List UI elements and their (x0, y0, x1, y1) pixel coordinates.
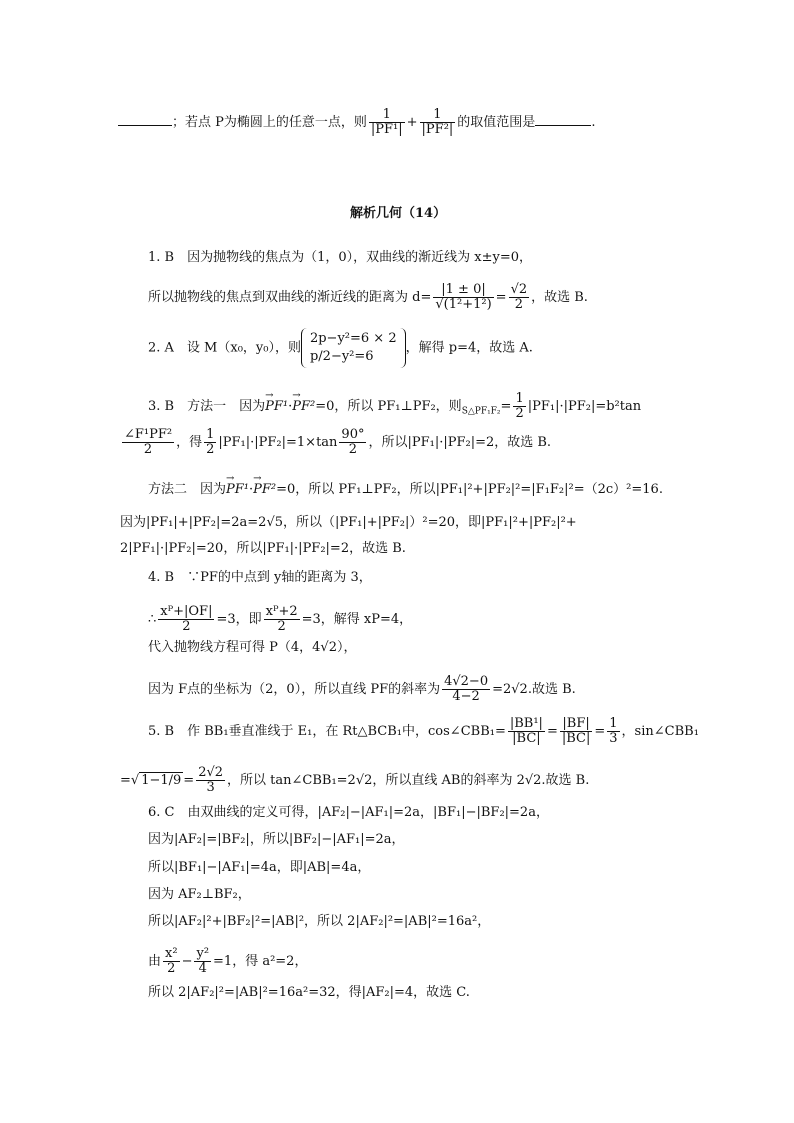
q5-line1: 5. B 作 BB₁垂直准线于 E₁，在 Rt△BCB₁中，cos∠CBB₁= $\frac{\text{|BB¹|}}{|BC|}$ = $\frac{|BF|}{|BC|}$ = $\frac{1}{3}$ ，sin∠CBB₁ (148, 716, 699, 746)
fraction: $\frac{1}{2}$ (206, 427, 215, 457)
q6-line6: 由 $\frac{\text{x²}}{2}$ − $\frac{\text{y²}}{4}$ =1，得 a²=2， (148, 946, 308, 976)
q6-line5: 所以|AF₂|²+|BF₂|²=|AB|²，所以 2|AF₂|²=|AB|²=16a²， (148, 914, 491, 929)
q6-line4: 因为 AF₂⊥BF₂， (148, 887, 251, 902)
q3-method2-line2: 因为|PF₁|+|PF₂|=2a=2√5，所以（|PF₁|+|PF₂|）²=20，即|PF₁|²+|PF₂|²+ (120, 515, 577, 530)
q4-line2: ∴ $\frac{\text{xᴾ+|OF|}}{2}$ =3，即 $\frac{\text{xᴾ+2}}{2}$ =3，解得 xP=4， (148, 604, 413, 634)
answer-blank-2 (535, 125, 591, 126)
fraction: $\frac{|1 \pm 0|}{\text{√(1²+1²)}}$ (435, 282, 492, 312)
q3-method2-line3: 2|PF₁|·|PF₂|=20，所以|PF₁|·|PF₂|=2，故选 B. (120, 541, 406, 556)
fraction: $\frac{\text{y²}}{4}$ (196, 946, 210, 976)
q1-line2: 所以抛物线的焦点到双曲线的渐近线的距离为 d= $\frac{|1 \pm 0|}{\text{√(1²+1²)}}$ = $\frac{√2}{2}$ ，故选 B. (148, 282, 588, 312)
fraction: $\frac{1}{3}$ (609, 716, 618, 746)
q4-line3: 代入抛物线方程可得 P（4，4√2）， (148, 640, 357, 655)
q1-line1: 1. B 因为抛物线的焦点为（1，0），双曲线的渐近线为 x±y=0， (148, 250, 532, 265)
fraction: $\frac{1}{\text{|PF²|}}$ (421, 107, 454, 137)
fraction: $\frac{90^\circ}{2}$ (341, 427, 365, 457)
radical: 1−1/9 (141, 773, 182, 788)
fraction: $\frac{√2}{2}$ (510, 282, 528, 312)
q6-line1: 6. C 由双曲线的定义可得，|AF₂|−|AF₁|=2a，|BF₁|−|BF₂|=2a， (148, 805, 549, 820)
fraction: $\frac{|BF|}{|BC|}$ (561, 716, 591, 746)
q6-line3: 所以|BF₁|−|AF₁|=4a，即|AB|=4a， (148, 860, 371, 875)
fraction: $\frac{\text{xᴾ+|OF|}}{2}$ (160, 604, 213, 634)
answer-blank-1 (118, 125, 172, 126)
fraction: $\frac{\text{x²}}{2}$ (165, 946, 178, 976)
top-text: 的取值范围是 (457, 115, 536, 130)
fraction: $\frac{4√2-0}{4-2}$ (444, 674, 489, 704)
fraction: $\frac{\text{∠F¹PF²}}{2}$ (124, 427, 173, 457)
q5-line2: =√ 1−1/9 = $\frac{2√2}{3}$ ，所以 tan∠CBB₁=2√2，所以直线 AB的斜率为 2√2.故选 B. (120, 765, 590, 795)
vector-pf1: → PF¹ (226, 482, 249, 498)
q4-line1: 4. B ∵PF的中点到 y轴的距离为 3， (148, 570, 372, 585)
q3-line2: $\frac{\text{∠F¹PF²}}{2}$ ，得 $\frac{1}{2}$ |PF₁|·|PF₂|=1×tan $\frac{90^\circ}{2}$ ，所以|PF₁|·|PF₂|=2，故选 B. (124, 427, 552, 457)
vector-pf1: → PF¹ (265, 399, 288, 415)
top-line (118, 108, 595, 137)
top-text: ；若点 P为椭圆上的任意一点，则 (172, 115, 367, 130)
equation-system: 2p−y²=6 × 2 p/2−y²=6 (301, 328, 406, 368)
period: . (591, 115, 596, 130)
fraction: $\frac{\text{xᴾ+2}}{2}$ (265, 604, 298, 634)
section-heading: 解析几何（14） (350, 206, 447, 221)
q4-line4: 因为 F点的坐标为（2，0），所以直线 PF的斜率为 $\frac{4√2-0}{4-2}$ =2√2.故选 B. (148, 674, 576, 704)
q3-line1: 3. B 方法一 因为→ PF¹·→ PF²=0，所以 PF₁⊥PF₂，则$_{S\triangle PF_1F_2}$= $\frac{1}{2}$ |PF₁|·|PF₂|=b²tan (148, 392, 641, 421)
fraction: $\frac{1}{\text{|PF¹|}}$ (370, 107, 403, 137)
fraction: $\frac{2√2}{3}$ (198, 765, 224, 795)
plus-sign: + (406, 115, 418, 130)
q6-line2: 因为|AF₂|=|BF₂|，所以|BF₂|−|AF₁|=2a， (148, 832, 405, 847)
vector-pf2: → PF² (253, 482, 276, 498)
vector-pf2: → PF² (292, 399, 315, 415)
q2-line: 2. A 设 M（x₀，y₀），则 2p−y²=6 × 2 p/2−y²=6 ，解得 p=4，故选 A. (148, 328, 533, 368)
fraction: $\frac{\text{|BB¹|}}{|BC|}$ (509, 716, 543, 746)
q6-line7: 所以 2|AF₂|²=|AB|²=16a²=32，得|AF₂|=4，故选 C. (148, 985, 470, 1000)
fraction: $\frac{1}{2}$ (515, 391, 524, 421)
q3-method2-line1: 方法二 因为→ PF¹·→ PF²=0，所以 PF₁⊥PF₂，所以|PF₁|²+|PF₂|²=|F₁F₂|²=（2c）²=16. (148, 482, 663, 498)
